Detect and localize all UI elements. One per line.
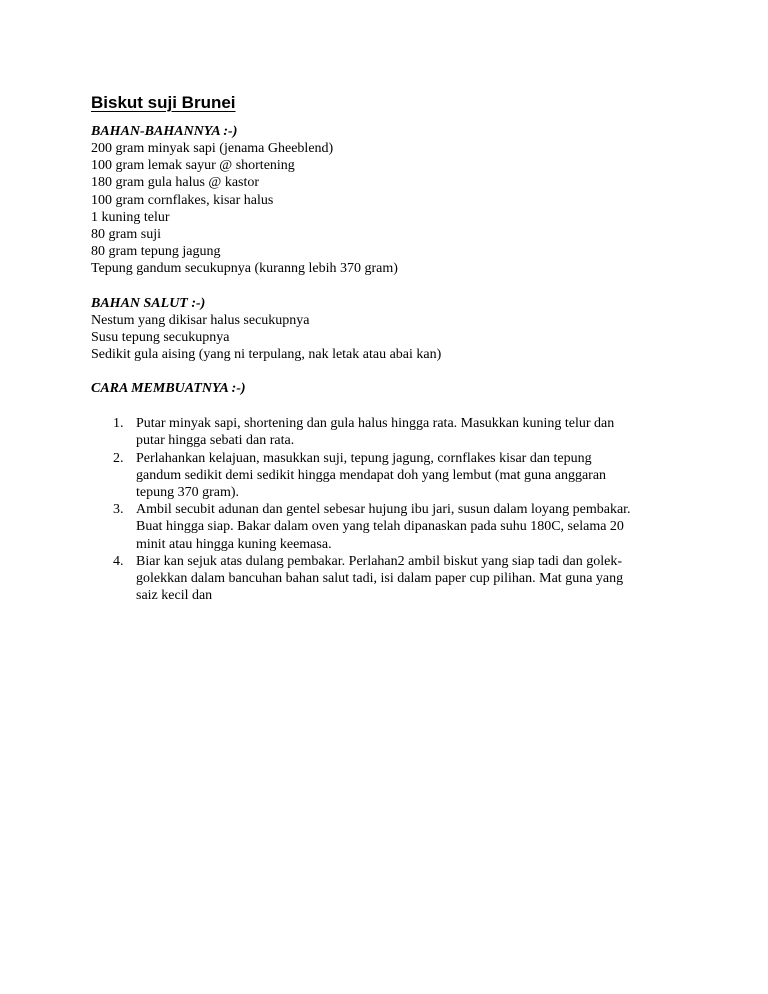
step-text-line: Perlahankan kelajuan, masukkan suji, tepung jagung, cornflakes kisar dan tepung xyxy=(136,450,592,466)
coating-item: Sedikit gula aising (yang ni terpulang, nak letak atau abai kan) xyxy=(91,347,442,363)
ingredient-item: 80 gram suji xyxy=(91,227,161,243)
ingredients-section xyxy=(91,123,691,278)
coating-heading: BAHAN SALUT :-) xyxy=(91,295,206,311)
step-text-line: Putar minyak sapi, shortening dan gula halus hingga rata. Masukkan kuning telur dan xyxy=(136,416,615,432)
method-step xyxy=(91,415,691,449)
ingredients-heading: BAHAN-BAHANNYA :-) xyxy=(91,124,238,139)
step-text-line: gandum sedikit demi sedikit hingga mendapat doh yang lembut (mat guna anggaran xyxy=(136,467,607,483)
step-text-line: saiz kecil dan xyxy=(136,588,213,604)
step-text-line: tepung 370 gram). xyxy=(136,485,240,501)
coating-item: Susu tepung secukupnya xyxy=(91,329,230,345)
ingredient-item: 100 gram cornflakes, kisar halus xyxy=(91,192,274,208)
ingredient-item: 180 gram gula halus @ kastor xyxy=(91,175,260,191)
ingredient-item: 200 gram minyak sapi (jenama Gheeblend) xyxy=(91,141,334,156)
section-spacer xyxy=(91,363,691,380)
coating-section xyxy=(91,295,691,364)
step-text-line: minit atau hingga kuning keemasa. xyxy=(136,536,332,552)
step-text-line: Buat hingga siap. Bakar dalam oven yang telah dipanaskan pada suhu 180C, selama 20 xyxy=(136,519,624,535)
section-spacer xyxy=(91,397,691,415)
method-step xyxy=(91,553,691,605)
step-number: 3. xyxy=(113,502,124,518)
coating-item: Nestum yang dikisar halus secukupnya xyxy=(91,312,310,328)
step-text-line: Biar kan sejuk atas dulang pembakar. Perlahan2 ambil biskut yang siap tadi dan golek- xyxy=(136,553,622,569)
method-section xyxy=(91,380,691,604)
section-spacer xyxy=(91,278,691,295)
document-title: Biskut suji Brunei xyxy=(91,93,236,112)
ingredient-item: 100 gram lemak sayur @ shortening xyxy=(91,158,295,174)
method-heading: CARA MEMBUATNYA :-) xyxy=(91,381,246,397)
method-step xyxy=(91,450,691,502)
step-text-line: Ambil secubit adunan dan gentel sebesar hujung ibu jari, susun dalam loyang pembakar. xyxy=(136,502,631,518)
ingredient-item: Tepung gandum secukupnya (kuranng lebih 370 gram) xyxy=(91,261,398,277)
step-number: 1. xyxy=(113,416,124,432)
step-number: 4. xyxy=(113,553,124,569)
ingredient-item: 80 gram tepung jagung xyxy=(91,244,221,260)
step-number: 2. xyxy=(113,450,124,466)
step-text-line: putar hingga sebati dan rata. xyxy=(136,433,295,449)
method-step xyxy=(91,501,691,553)
step-text-line: golekkan dalam bancuhan bahan salut tadi, isi dalam paper cup pilihan. Mat guna yang xyxy=(136,571,624,587)
ingredient-item: 1 kuning telur xyxy=(91,209,170,225)
recipe-document xyxy=(91,92,691,604)
method-steps-list xyxy=(91,415,691,604)
